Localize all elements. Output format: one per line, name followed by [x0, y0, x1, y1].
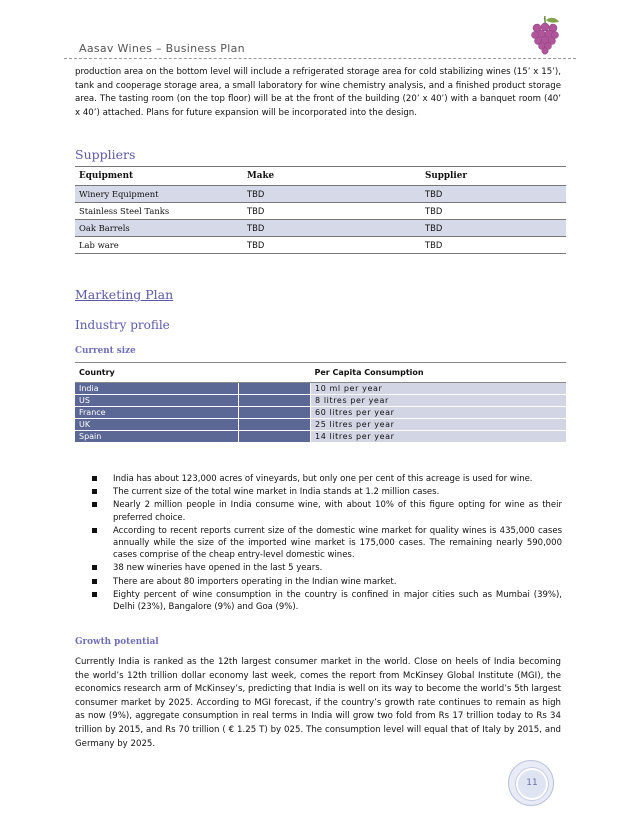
- table-row: [75, 203, 566, 220]
- equipment-cell: Lab ware: [75, 237, 243, 254]
- spacer-cell: [239, 395, 311, 407]
- list-item: [92, 576, 562, 588]
- table-row: [75, 431, 566, 443]
- consumption-cell: 8 litres per year: [311, 395, 567, 407]
- country-cell: UK: [75, 419, 239, 431]
- consumption-cell: 14 litres per year: [311, 431, 567, 443]
- list-item: [92, 525, 562, 562]
- bullet-text: India has about 123,000 acres of vineyards, but only one per cent of this acreage is used for wine.: [113, 474, 533, 484]
- consumption-cell: 10 ml per year: [311, 383, 567, 395]
- table-row: [75, 419, 566, 431]
- list-item: [92, 473, 562, 485]
- table-row: [75, 407, 566, 419]
- make-cell: TBD: [243, 220, 421, 237]
- column-header-country: Country: [75, 363, 311, 383]
- table-row: [75, 383, 566, 395]
- list-item: [92, 499, 562, 523]
- suppliers-heading: Suppliers: [75, 147, 136, 162]
- supplier-cell: TBD: [421, 203, 566, 220]
- country-cell: India: [75, 383, 239, 395]
- table-row: [75, 237, 566, 254]
- bullet-square-icon: [92, 592, 97, 597]
- country-cell: Spain: [75, 431, 239, 443]
- supplier-cell: TBD: [421, 220, 566, 237]
- bullet-text: The current size of the total wine market in India stands at 1.2 million cases.: [113, 487, 440, 498]
- list-item: [92, 562, 562, 574]
- table-row: [75, 395, 566, 407]
- supplier-cell: TBD: [421, 186, 566, 203]
- equipment-cell: Winery Equipment: [75, 186, 243, 203]
- bullet-text: According to recent reports current size of the domestic wine market for quality wines is 435,000 cases annually while the size of the imported wine market is 175,000 cases. The remaining nearly 590,000 cases comprise of the cheap entry-level domestic wines.: [113, 525, 562, 561]
- bullet-square-icon: [92, 489, 97, 494]
- list-item: [92, 486, 562, 498]
- supplier-cell: TBD: [421, 237, 566, 254]
- make-cell: TBD: [243, 203, 421, 220]
- column-header-make: Make: [243, 167, 421, 186]
- growth-potential-heading: Growth potential: [75, 637, 159, 647]
- consumption-cell: 60 litres per year: [311, 407, 567, 419]
- marketing-plan-heading: Marketing Plan: [75, 287, 174, 302]
- spacer-cell: [239, 431, 311, 443]
- bullet-square-icon: [92, 528, 97, 533]
- market-facts-list: [92, 473, 562, 614]
- header-divider: [64, 58, 576, 59]
- page-number: 11: [526, 778, 538, 788]
- column-header-supplier: Supplier: [421, 167, 566, 186]
- document-header-title: Aasav Wines – Business Plan: [79, 42, 245, 55]
- spacer-cell: [239, 419, 311, 431]
- bullet-text: There are about 80 importers operating in the Indian wine market.: [113, 576, 397, 587]
- consumption-cell: 25 litres per year: [311, 419, 567, 431]
- grape-bunch-icon: [528, 14, 562, 56]
- industry-profile-heading: Industry profile: [75, 318, 170, 332]
- spacer-cell: [239, 407, 311, 419]
- equipment-cell: Stainless Steel Tanks: [75, 203, 243, 220]
- bullet-text: Eighty percent of wine consumption in the country is confined in major cities such as Mumbai (39%), Delhi (23%), Bangalore (9%) and Goa (9%).: [113, 589, 562, 613]
- bullet-text: Nearly 2 million people in India consume wine, with about 10% of this figure opting for wine as their preferred choice.: [113, 500, 562, 523]
- bullet-square-icon: [92, 476, 97, 481]
- spacer-cell: [239, 383, 311, 395]
- bullet-square-icon: [92, 502, 97, 507]
- make-cell: TBD: [243, 186, 421, 203]
- table-header-row: [75, 167, 566, 186]
- list-item: [92, 589, 562, 613]
- country-cell: US: [75, 395, 239, 407]
- suppliers-table: [75, 166, 566, 254]
- current-size-heading: Current size: [75, 346, 136, 356]
- column-header-consumption: Per Capita Consumption: [311, 363, 567, 383]
- table-row: [75, 186, 566, 203]
- bullet-square-icon: [92, 565, 97, 570]
- growth-paragraph: Currently India is ranked as the 12th largest consumer market in the world. Close on heels of India becoming the world’s 12th trillion dollar economy last week, comes the report from McKinsey Global Institute (MGI), the economics research arm of McKinsey’s, predicting that India is well on its way to become the world’s 5th largest consumer market by 2025. According to MGI forecast, if the country’s growth rate continues to remain as high as now (9%), aggregate consumption in real terms in India will grow two fold from Rs 17 trillion today to Rs 34 trillion by 2015, and Rs 70 trillion ( € 1.25 T) by 025. The consumption level will equal that of Italy by 2015, and Germany by 2025.: [75, 657, 561, 749]
- consumption-table: [75, 362, 566, 443]
- column-header-equipment: Equipment: [75, 167, 243, 186]
- country-cell: France: [75, 407, 239, 419]
- table-row: [75, 220, 566, 237]
- equipment-cell: Oak Barrels: [75, 220, 243, 237]
- make-cell: TBD: [243, 237, 421, 254]
- bullet-text: 38 new wineries have opened in the last 5 years.: [113, 563, 323, 574]
- table-header-row: [75, 363, 566, 383]
- bullet-square-icon: [92, 579, 97, 584]
- intro-paragraph: production area on the bottom level will include a refrigerated storage area for cold stabilizing wines (15’ x 15’), tank and cooperage storage area, a small laboratory for wine chemistry analysis, and a finished product storage area. The tasting room (on the top floor) will be at the front of the building (20’ x 40’) with a banquet room (40’ x 40’) attached. Plans for future expansion will be incorporated into the design.: [75, 67, 561, 118]
